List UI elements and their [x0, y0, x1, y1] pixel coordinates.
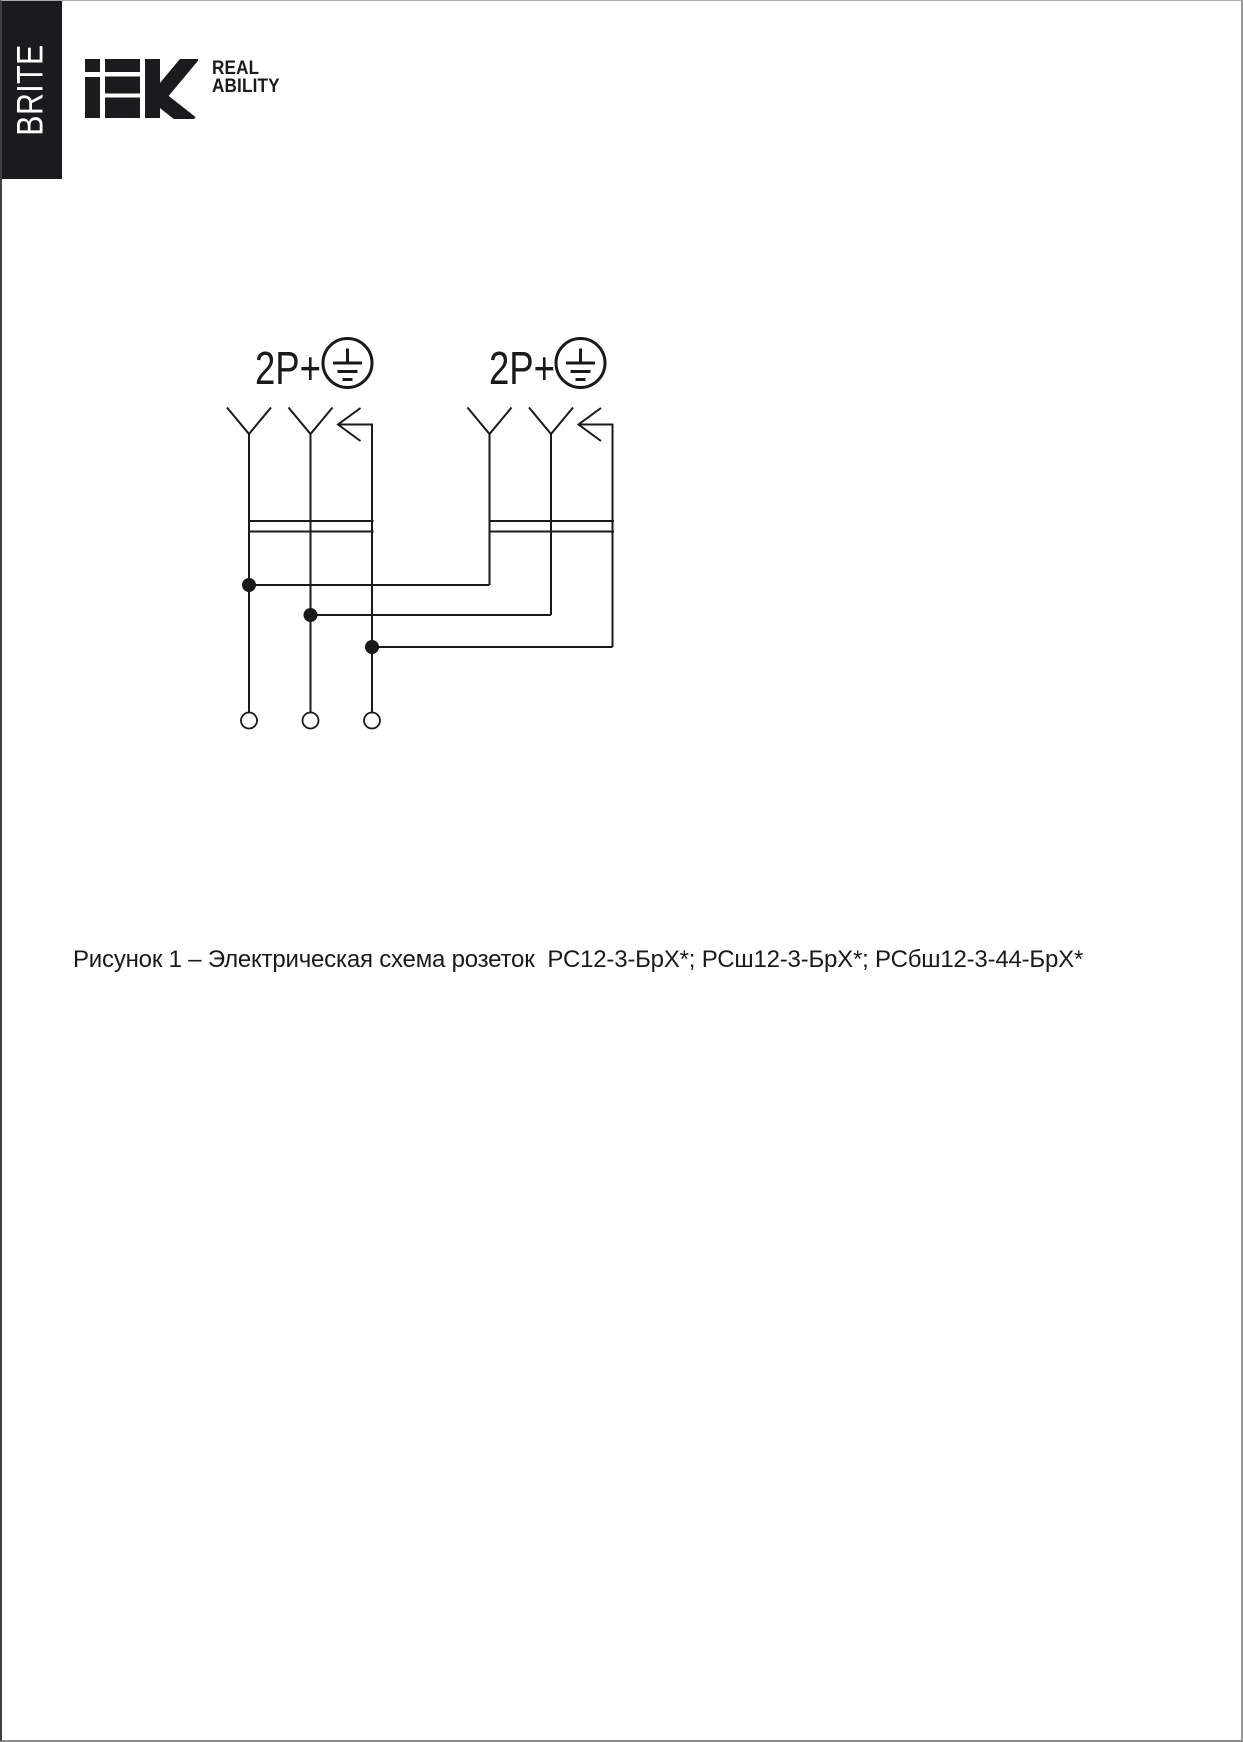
brand-header	[85, 59, 287, 119]
socket-contact-icon	[227, 408, 271, 435]
brand-tagline	[212, 60, 280, 119]
iek-i-stem	[85, 77, 100, 118]
iek-e-bar	[105, 59, 140, 72]
protective-earth-icon	[323, 339, 372, 388]
socket-contact-icon	[289, 408, 333, 435]
supply-terminal	[241, 713, 257, 729]
tagline-line: ABILITY	[212, 76, 280, 97]
iek-logo-icon	[85, 59, 198, 119]
socket-group-left	[227, 408, 374, 713]
figure-caption: Рисунок 1 – Электрическая схема розеток РС12-3-БрХ*; РСш12-3-БрХ*; РСбш12-3-44-БрХ*	[73, 946, 1084, 973]
socket-contact-icon	[529, 408, 573, 435]
tagline-line: REAL	[212, 58, 260, 79]
socket-group-label: 2P+	[489, 342, 555, 394]
iek-i-dot	[85, 59, 100, 72]
socket-group-label: 2P+	[255, 342, 321, 394]
link-wires	[249, 585, 613, 647]
socket-contact-icon	[468, 408, 512, 435]
brite-label: BRITE	[10, 43, 51, 136]
socket-group-right	[468, 408, 615, 648]
supply-terminal	[364, 713, 380, 729]
junction-dot	[242, 578, 256, 592]
wire	[579, 425, 613, 648]
iek-e-bar	[105, 98, 140, 119]
supply-terminal	[303, 713, 319, 729]
protective-earth-icon	[556, 339, 605, 388]
junction-dot	[304, 608, 318, 622]
junction-dot	[365, 640, 379, 654]
brite-side-tab	[0, 0, 62, 179]
wire	[338, 425, 372, 713]
iek-e-bar	[105, 77, 140, 94]
wiring-diagram	[182, 301, 652, 761]
iek-k-lower-arm	[158, 97, 191, 119]
